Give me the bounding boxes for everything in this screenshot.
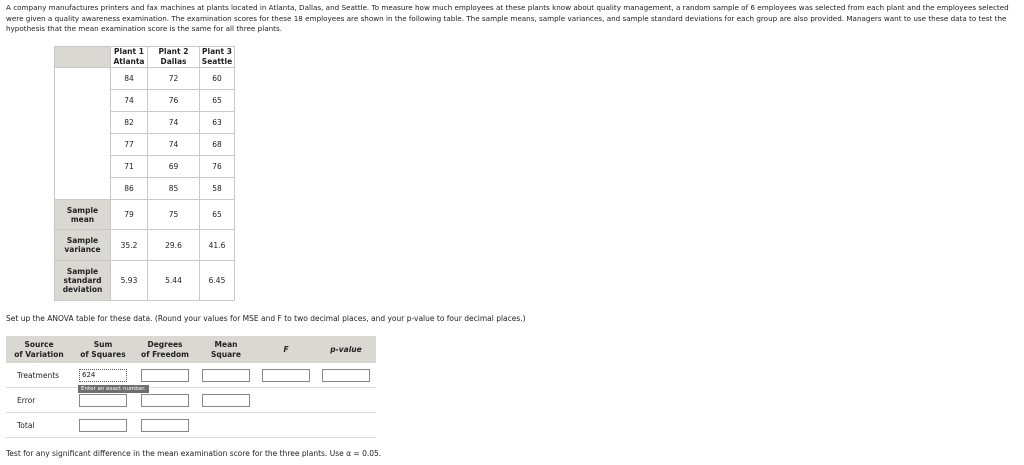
table-corner	[55, 47, 111, 68]
error-df-input[interactable]	[141, 394, 189, 407]
treatments-label: Treatments	[6, 363, 72, 388]
input-tooltip: Enter an exact number.	[78, 385, 149, 393]
score-cell: 65	[200, 90, 235, 112]
anova-row-error	[6, 388, 376, 413]
mean-cell: 75	[148, 200, 200, 230]
header-plant-1: Plant 1 Atlanta	[111, 47, 148, 68]
total-label: Total	[6, 413, 72, 438]
score-cell: 68	[200, 134, 235, 156]
variance-cell: 41.6	[200, 230, 235, 261]
f-input[interactable]	[262, 369, 310, 382]
anova-row-treatments	[6, 363, 376, 388]
score-cell: 86	[111, 178, 148, 200]
score-cell: 74	[148, 134, 200, 156]
error-label: Error	[6, 388, 72, 413]
sample-variance-label: Sample variance	[55, 230, 111, 261]
mean-cell: 79	[111, 200, 148, 230]
mean-cell: 65	[200, 200, 235, 230]
header-plant-3: Plant 3 Seattle	[200, 47, 235, 68]
score-cell: 74	[111, 90, 148, 112]
pvalue-input[interactable]	[322, 369, 370, 382]
score-cell: 69	[148, 156, 200, 178]
score-cell: 72	[148, 68, 200, 90]
error-ss-input[interactable]	[79, 394, 127, 407]
score-cell: 84	[111, 68, 148, 90]
anova-header-source: Source of Variation	[6, 336, 72, 363]
blank-label-cell	[55, 68, 111, 200]
sd-cell: 6.45	[200, 261, 235, 301]
total-df-input[interactable]	[141, 419, 189, 432]
sd-cell: 5.93	[111, 261, 148, 301]
score-cell: 60	[200, 68, 235, 90]
anova-header-ms: Mean Square	[196, 336, 256, 363]
problem-intro: A company manufactures printers and fax machines at plants located in Atlanta, Dallas, and Seattle. To measure how much employees at these plants know about quality management, a random sample of 6 employees was selected from each plant and the employees selected were given a quality awareness examination. The examination scores for these 18 employees are shown in the following table. The sample means, sample variances, and sample standard deviations for each group are also provided. Managers want to use these data to test the hypothesis that the mean examination score is the same for all three plants.	[6, 3, 1009, 33]
variance-cell: 35.2	[111, 230, 148, 261]
score-cell: 77	[111, 134, 148, 156]
anova-header-pvalue: p-value	[316, 336, 376, 363]
treatments-ss-input[interactable]: 624	[79, 369, 127, 382]
anova-header-df: Degrees of Freedom	[134, 336, 196, 363]
total-ss-input[interactable]	[79, 419, 127, 432]
score-cell: 71	[111, 156, 148, 178]
anova-header-f: F	[256, 336, 316, 363]
sample-sd-row	[55, 261, 235, 301]
sample-sd-label: Sample standard deviation	[55, 261, 111, 301]
score-cell: 63	[200, 112, 235, 134]
score-cell: 76	[148, 90, 200, 112]
anova-table	[6, 336, 376, 438]
sample-variance-row	[55, 230, 235, 261]
score-cell: 85	[148, 178, 200, 200]
score-cell: 74	[148, 112, 200, 134]
score-cell: 58	[200, 178, 235, 200]
score-cell: 82	[111, 112, 148, 134]
treatments-ms-input[interactable]	[202, 369, 250, 382]
footer-question: Test for any significant difference in the mean examination score for the three plants. Use α = 0.05.	[6, 449, 382, 458]
error-ms-input[interactable]	[202, 394, 250, 407]
exam-scores-table	[54, 46, 235, 301]
anova-header-ss: Sum of Squares	[72, 336, 134, 363]
question-text: Set up the ANOVA table for these data. (Round your values for MSE and F to two decimal places, and your p-value to four decimal places.)	[6, 314, 526, 323]
sample-mean-row	[55, 200, 235, 230]
anova-row-total	[6, 413, 376, 438]
score-cell: 76	[200, 156, 235, 178]
sample-mean-label: Sample mean	[55, 200, 111, 230]
table-row	[55, 68, 235, 90]
variance-cell: 29.6	[148, 230, 200, 261]
header-plant-2: Plant 2 Dallas	[148, 47, 200, 68]
treatments-df-input[interactable]	[141, 369, 189, 382]
sd-cell: 5.44	[148, 261, 200, 301]
